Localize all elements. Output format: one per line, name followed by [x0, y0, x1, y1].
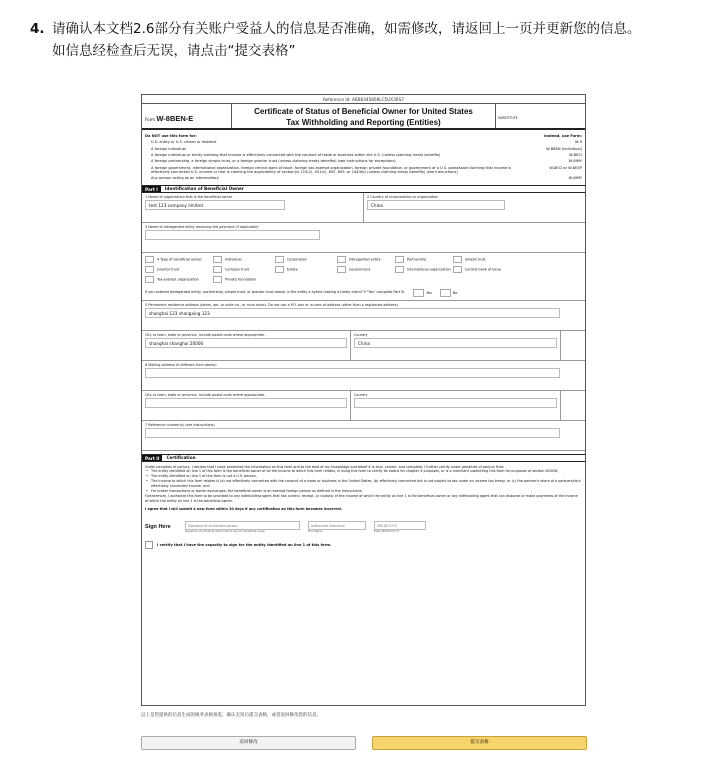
part2-tag: Part II [142, 455, 162, 461]
mailing-address-field [145, 368, 560, 378]
field-label: 3 Name of disregarded entity receiving the payment (if applicable) [145, 224, 259, 229]
date-block [374, 521, 434, 533]
signature-field: Signature of authorized person [185, 521, 300, 530]
form-name: W-8BEN-E [156, 114, 194, 123]
city-cell [142, 331, 351, 360]
line-5-city-row [142, 331, 585, 361]
omb-label: SUBSTITUTE [495, 104, 585, 128]
type-option: Government [337, 266, 395, 273]
list-item: • The income to which this form relates is (a) not effectively connected with the conduct of a trade or business in the United States, (b) effectively connected but is not subject to tax under an income tax treaty, or (c) the partner's share of a partnership's effectively connected income, and [145, 479, 582, 489]
cert-furthermore: Furthermore, I authorize this form to be provided to any withholding agent that has control, receipt, or custody of the income of which the entity on line 1 is the beneficial owner or any withholding agent that can disburse or make payments of the income of which the entity on line 1 is the beneficial owner. [145, 494, 578, 504]
signature-caption: Signature of individual authorized to sign for beneficial owner [185, 529, 266, 533]
list-item-text: A foreign individual [151, 146, 186, 151]
list-item: • For broker transactions or barter exchanges, the beneficial owner is an exempt foreign person as defined in the instructions. [145, 489, 582, 494]
field-label: 6 Mailing address (if different from above) [145, 362, 217, 367]
list-item-text: U.S. entity or U.S. citizen or resident [151, 140, 217, 145]
part1-tag: Part I [142, 186, 161, 192]
type-option: Complex trust [213, 266, 275, 273]
list-item-form: W-9 [575, 140, 582, 145]
part2-header [142, 454, 585, 462]
type-option: Simple trust [453, 256, 513, 263]
print-name-field: authorized individual [308, 521, 366, 530]
mailing-city-field [145, 398, 347, 408]
w8ben-e-form-preview [141, 94, 586, 706]
sign-here-row [142, 515, 585, 537]
instruction-block [30, 18, 715, 62]
field-label: Country [354, 332, 368, 337]
field-label: 1 Name of organization that is the beneficial owner [145, 194, 233, 199]
form-title-line1: Certificate of Status of Beneficial Owner for United States [254, 107, 473, 116]
instruction-text-line1: 请确认本文档2.6部分有关账户受益人的信息是否准确，如需修改，请返回上一页并更新您的信息。 [52, 21, 641, 37]
cert-intro: Under penalties of perjury, I declare that I have examined the information on this form and to the best of my knowledge and belief it is true, correct, and complete. I further certify under penalties of perjury that: [145, 464, 505, 469]
org-name-field: test 123 company limited [145, 200, 285, 210]
instruction-text-line2: 如信息经检查后无误，请点击“提交表格” [52, 43, 296, 59]
do-not-use-section [142, 130, 585, 182]
form-header [142, 104, 585, 130]
list-item-text: A foreign partnership, a foreign simple trust, or a foreign grantor trust (unless claiming treaty benefits) (see instructions for exceptions) [151, 159, 396, 164]
field-label: 5 Permanent residence address (street, apt. or suite no., or rural route). Do not use a P.O. box or in-care-of address (other than a registered address). [145, 302, 399, 307]
list-item-form: W-8IMY [568, 159, 582, 164]
certification-text [142, 462, 585, 515]
capacity-checkbox: I certify that I have the capacity to sign for the entity identified on line 1 of this form. [142, 537, 585, 553]
list-item [145, 165, 582, 176]
print-name-block [308, 521, 374, 533]
cert-bullets [145, 469, 582, 494]
preview-note: 以上是您提供的信息生成的税务表格预览，确认无误后提交表格，或者返回修改您的信息。 [141, 713, 321, 718]
print-name-caption: Print Name [308, 529, 323, 533]
cert-agree: I agree that I will submit a new form within 30 days if any certification on this form becomes incorrect. [145, 507, 343, 511]
country-field: China [354, 338, 557, 348]
line-6-city-row [142, 391, 585, 421]
part1-title: Identification of Beneficial Owner [164, 185, 244, 191]
list-item: • The entity identified on line 1 of this form is the beneficial owner of all the income to which this form relates, is using this form to certify its status for chapter 4 purposes, or is a merchant submitting this form for purposes of section 6050W, [145, 469, 582, 474]
line-4 [142, 253, 585, 301]
list-item-text: A foreign government, international organization, foreign central bank of issue, foreign tax-exempt organization, foreign private foundation, or government of a U.S. possession claiming that income is effectively connected U.S. income or that is claiming the applicability of section(s) 115(2), 501(c), 892, 895, or 1443(b) (unless claiming treaty benefits) (see instructions) [151, 165, 512, 174]
field-label: 7 Reference number(s) (see instructions) [145, 422, 215, 427]
field-label: City or town, state or province. Include postal code where appropriate. [145, 332, 266, 337]
field-label: City or town, state or province. Include postal code where appropriate. [145, 392, 266, 397]
list-item-form: W-8IMY [568, 176, 582, 181]
line-7 [142, 421, 585, 451]
country-cell [351, 331, 561, 360]
reference-number-field [145, 428, 560, 438]
type-option: Grantor trust [145, 266, 213, 273]
part2-title: Certification [166, 454, 196, 460]
form-id [142, 104, 232, 128]
list-item-text: Any person acting as an intermediary [151, 176, 219, 181]
city-cell [142, 391, 351, 420]
type-option: Corporation [275, 256, 337, 263]
list-item-form: W-8ECI or W-8EXP [549, 165, 582, 170]
type-option: Central bank of issue [453, 266, 513, 273]
type-option: International organization [395, 266, 453, 273]
sign-here-label: Sign Here [145, 523, 171, 530]
hybrid-yes: Yes [413, 289, 431, 297]
submit-form-button[interactable]: 提交表格 [372, 736, 587, 750]
type-option: Partnership [395, 256, 453, 263]
field-label: 4 Type of beneficial owner: [145, 256, 213, 263]
line-1-2-row [142, 193, 585, 223]
step-number: 4. [30, 21, 45, 37]
line-2 [364, 193, 585, 222]
field-label: Country [354, 392, 368, 397]
disregarded-entity-field [145, 230, 320, 240]
type-option: Estate [275, 266, 337, 273]
instead-use-heading: Instead, use Form: [544, 134, 582, 138]
form-title [232, 104, 495, 128]
type-option: Tax-exempt organization [145, 276, 213, 283]
list-item-form: W-8ECI [569, 152, 582, 157]
back-edit-button[interactable]: 返回修改 [141, 736, 356, 750]
date-field: MM-DD-YYYY [374, 521, 426, 530]
line-5 [142, 301, 585, 331]
date-caption: Date (MM-DD-YYYY) [374, 529, 400, 533]
list-item: • The entity identified on line 1 of this form is not a U.S. person, [145, 474, 582, 479]
mailing-country-field [354, 398, 557, 408]
country-cell [351, 391, 561, 420]
list-item [145, 175, 582, 181]
line-1 [142, 193, 364, 222]
line-6 [142, 361, 585, 391]
type-option: Private foundation [213, 276, 275, 283]
city-field: shanghai shanghai 20000 [145, 338, 347, 348]
field-label: 2 Country of incorporation or organization [367, 194, 439, 199]
hybrid-question [142, 286, 585, 300]
form-prefix: Form [145, 117, 156, 122]
entity-type-options [142, 253, 585, 286]
list-item-text: A foreign individual or entity claiming that income is effectively connected with the conduct of trade or business within the U.S. (unless claiming treaty benefits) [151, 152, 441, 157]
type-option: Disregarded entity [337, 256, 395, 263]
country-of-incorporation-field: China [367, 200, 505, 210]
signature-block [185, 521, 308, 533]
part1-header [142, 185, 585, 193]
reference-id: Reference Id: ABB0345808LC5UX3RS7 [142, 95, 585, 104]
list-item-form: W-8BEN (Individual) [546, 146, 582, 151]
do-not-use-heading-text: Do NOT use this form for: [145, 134, 197, 138]
residence-address-field: shanghai 123 shangxing 123 [145, 308, 560, 318]
line-3 [142, 223, 585, 253]
form-title-line2: Tax Withholding and Reporting (Entities) [286, 118, 441, 127]
hybrid-question-text: If you entered disregarded entity, partnership, simple trust, or grantor trust above, is the entity a hybrid making a treaty claim? If "Yes" complete Part III. [145, 290, 406, 295]
type-option: Individual [213, 256, 275, 263]
hybrid-no: No [440, 289, 458, 297]
